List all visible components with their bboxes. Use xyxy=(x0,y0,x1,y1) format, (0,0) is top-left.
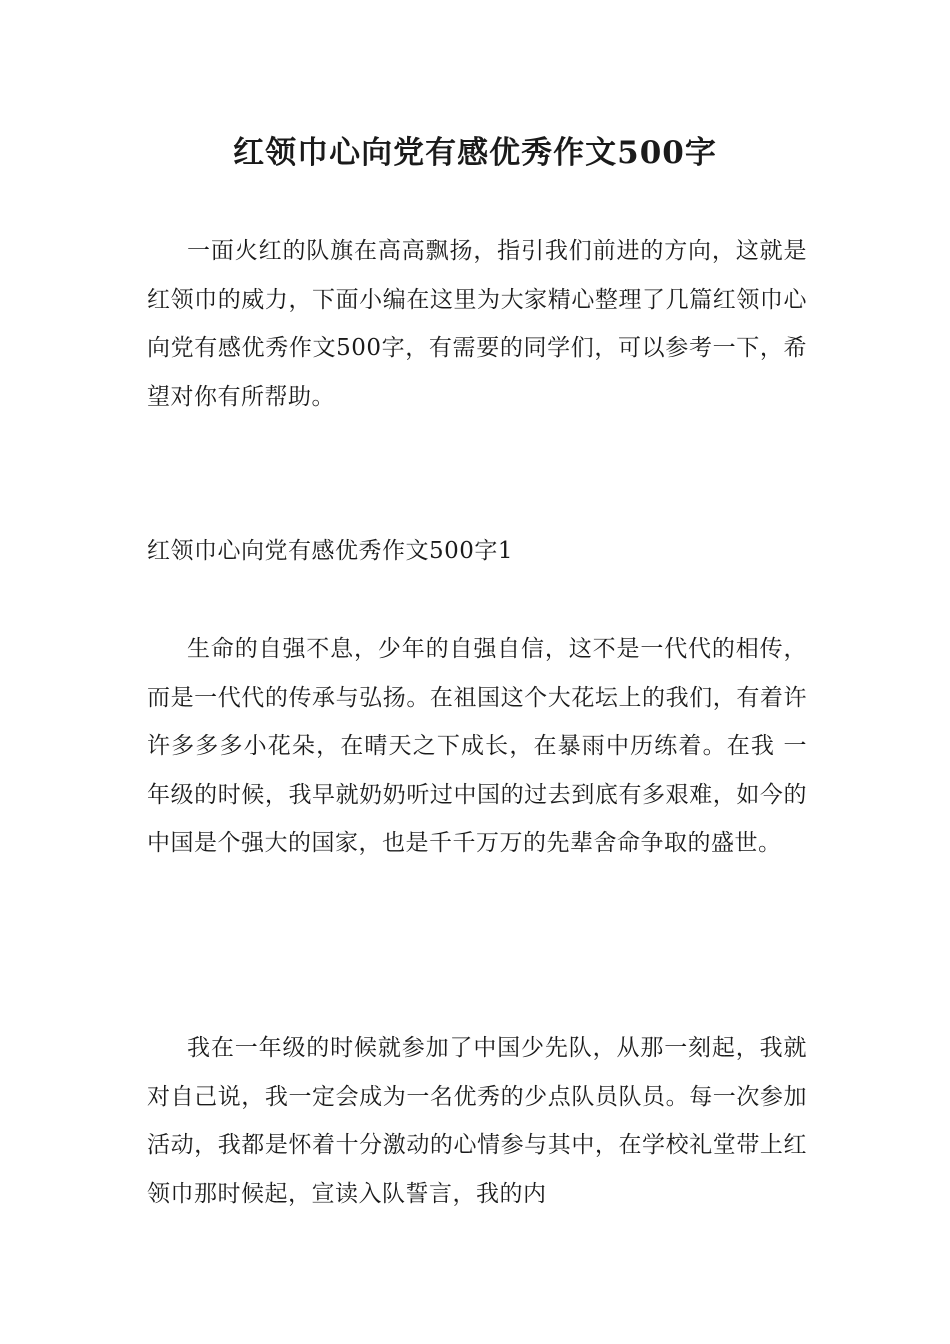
document-title: 红领巾心向党有感优秀作文500字 xyxy=(233,135,717,171)
section-heading: 红领巾心向党有感优秀作文500字1 xyxy=(147,538,514,564)
body-paragraph-2: 我在一年级的时候就参加了中国少先队，从那一刻起，我就对自己说，我一定会成为一名优秀的少点队员队员。每一次参加活动，我都是怀着十分激动的心情参与其中，在学校礼堂带上红领巾那时候起，宣读入队誓言，我的内 xyxy=(147,1035,807,1207)
intro-paragraph: 一面火红的队旗在高高飘扬，指引我们前进的方向，这就是红领巾的威力，下面小编在这里为大家精心整理了几篇红领巾心向党有感优秀作文500字，有需要的同学们，可以参考一下，希望对你有所帮助。 xyxy=(147,238,807,410)
body-paragraph-1: 生命的自强不息，少年的自强自信，这不是一代代的相传，而是一代代的传承与弘扬。在祖国这个大花坛上的我们，有着许许多多多小花朵，在晴天之下成长，在暴雨中历练着。在我 一年级的时候，我早就奶奶听过中国的过去到底有多艰难，如今的中国是个强大的国家，也是千千万万的先辈舍命争取的盛世。 xyxy=(147,636,807,856)
